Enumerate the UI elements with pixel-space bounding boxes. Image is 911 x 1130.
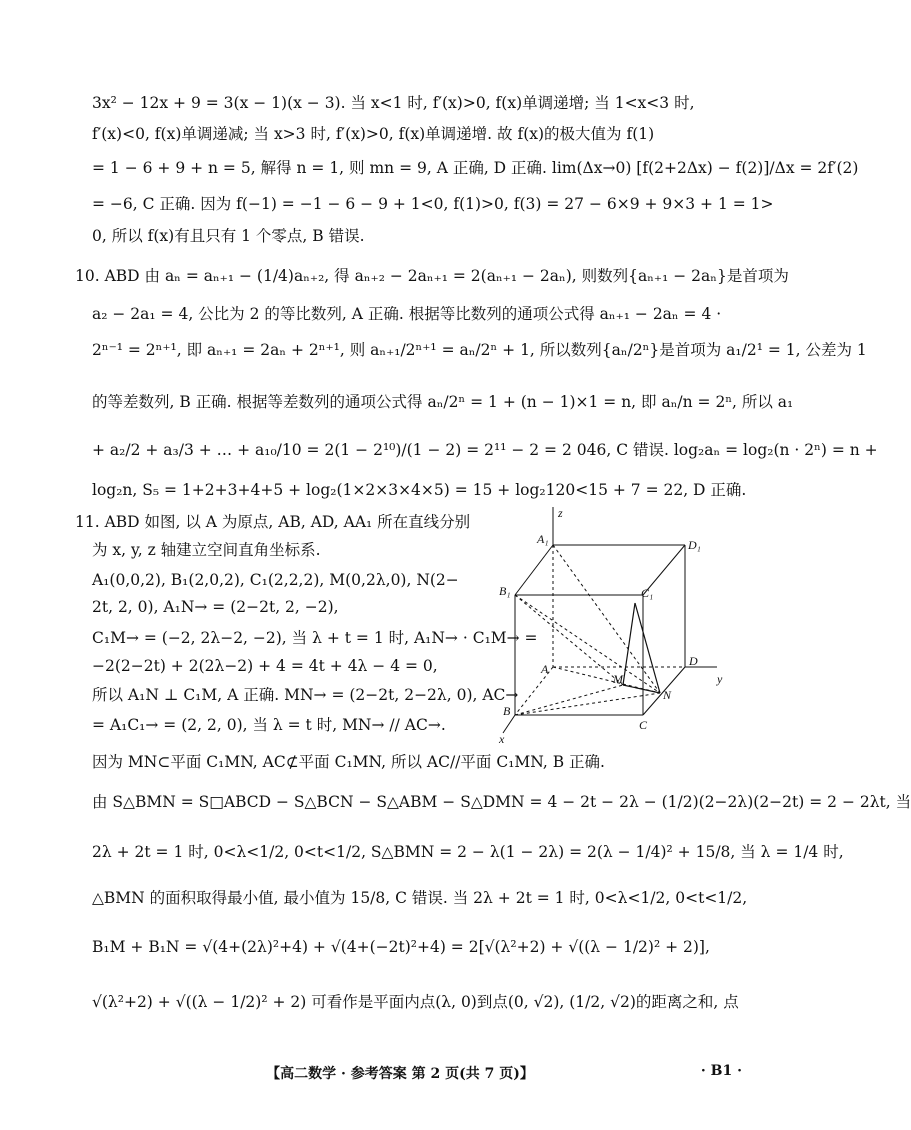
q11-line-13: B₁M + B₁N = √(4+(2λ)²+4) + √(4+(−2t)²+4) = 2[√(λ²+2) + √((λ − 1/2)² + 2)], (92, 938, 710, 956)
text-line-2: f′(x)<0, f(x)单调递减; 当 x>3 时, f′(x)>0, f(x)单调递增. 故 f(x)的极大值为 f(1) (92, 125, 655, 143)
footer-title: 【高二数学 · 参考答案 第 2 页(共 7 页)】 (266, 1066, 534, 1082)
label-M: M (613, 672, 623, 686)
q11-line-14: √(λ²+2) + √((λ − 1/2)² + 2) 可看作是平面内点(λ, 0)到点(0, √2), (1/2, √2)的距离之和, 点 (92, 993, 739, 1011)
footer-code: · B1 · (700, 1063, 742, 1079)
text-line-5: 0, 所以 f(x)有且只有 1 个零点, B 错误. (92, 227, 365, 245)
label-D1: D₁ (688, 538, 701, 552)
q11-line-9: 因为 MN⊂平面 C₁MN, AC⊄平面 C₁MN, 所以 AC//平面 C₁MN, B 正确. (92, 753, 605, 771)
text-line-1: 3x² − 12x + 9 = 3(x − 1)(x − 3). 当 x<1 时, f′(x)>0, f(x)单调递增; 当 1<x<3 时, (92, 94, 695, 112)
label-C: C (639, 718, 648, 732)
cube-figure (495, 505, 735, 745)
text-line-4: = −6, C 正确. 因为 f(−1) = −1 − 6 − 9 + 1<0, f(1)>0, f(3) = 27 − 6×9 + 9×3 + 1 = 1> (92, 195, 774, 213)
q11-line-8: = A₁C₁→ = (2, 2, 0), 当 λ = t 时, MN→ // AC→. (92, 716, 446, 734)
text-line-3: = 1 − 6 + 9 + n = 5, 解得 n = 1, 则 mn = 9, A 正确, D 正确. lim(Δx→0) [f(2+2Δx) − f(2)]/Δx = 2f′(2) (92, 159, 859, 177)
q11-line-1: 11. ABD 如图, 以 A 为原点, AB, AD, AA₁ 所在直线分别 (75, 513, 471, 531)
q10-line-3: 2ⁿ⁻¹ = 2ⁿ⁺¹, 即 aₙ₊₁ = 2aₙ + 2ⁿ⁺¹, 则 aₙ₊₁/2ⁿ⁺¹ = aₙ/2ⁿ + 1, 所以数列{aₙ/2ⁿ}是首项为 a₁/2¹ = 1, 公差为 1 (92, 341, 867, 359)
q11-line-11: 2λ + 2t = 1 时, 0<λ<1/2, 0<t<1/2, S△BMN = 2 − λ(1 − 2λ) = 2(λ − 1/4)² + 15/8, 当 λ = 1/4 时, (92, 843, 844, 861)
label-A1: A₁ (537, 532, 549, 546)
q10-line-1: 10. ABD 由 aₙ = aₙ₊₁ − (1/4)aₙ₊₂, 得 aₙ₊₂ − 2aₙ₊₁ = 2(aₙ₊₁ − 2aₙ), 则数列{aₙ₊₁ − 2aₙ}是首项为 (75, 267, 789, 285)
label-y: y (717, 672, 723, 686)
q10-line-5: + a₂/2 + a₃/3 + … + a₁₀/10 = 2(1 − 2¹⁰)/(1 − 2) = 2¹¹ − 2 = 2 046, C 错误. log₂aₙ = log₂(n · 2ⁿ) = n + (92, 441, 878, 459)
q11-line-2: 为 x, y, z 轴建立空间直角坐标系. (92, 541, 321, 559)
q11-line-6: −2(2−2t) + 2(2λ−2) + 4 = 4t + 4λ − 4 = 0, (92, 657, 438, 675)
q10-line-4: 的等差数列, B 正确. 根据等差数列的通项公式得 aₙ/2ⁿ = 1 + (n − 1)×1 = n, 即 aₙ/n = 2ⁿ, 所以 a₁ (92, 393, 794, 411)
q11-line-10: 由 S△BMN = S□ABCD − S△BCN − S△ABM − S△DMN = 4 − 2t − 2λ − (1/2)(2−2λ)(2−2t) = 2 − 2λt, 当 (92, 793, 911, 811)
label-x: x (499, 732, 505, 746)
label-B1: B₁ (499, 584, 511, 598)
label-D: D (689, 654, 698, 668)
q11-line-12: △BMN 的面积取得最小值, 最小值为 15/8, C 错误. 当 2λ + 2t = 1 时, 0<λ<1/2, 0<t<1/2, (92, 889, 748, 907)
label-A: A (541, 662, 549, 676)
label-N: N (663, 688, 672, 702)
q10-line-6: log₂n, S₅ = 1+2+3+4+5 + log₂(1×2×3×4×5) = 15 + log₂120<15 + 7 = 22, D 正确. (92, 481, 747, 499)
label-B: B (503, 704, 511, 718)
q11-line-5: C₁M→ = (−2, 2λ−2, −2), 当 λ + t = 1 时, A₁N→ · C₁M→ = (92, 629, 538, 647)
label-z: z (558, 506, 563, 520)
q10-line-2: a₂ − 2a₁ = 4, 公比为 2 的等比数列, A 正确. 根据等比数列的通项公式得 aₙ₊₁ − 2aₙ = 4 · (92, 305, 722, 323)
q11-line-4: 2t, 2, 0), A₁N→ = (2−2t, 2, −2), (92, 598, 339, 616)
label-C1: C₁ (641, 586, 654, 600)
q11-line-3: A₁(0,0,2), B₁(2,0,2), C₁(2,2,2), M(0,2λ,0), N(2− (92, 571, 459, 589)
q11-line-7: 所以 A₁N ⊥ C₁M, A 正确. MN→ = (2−2t, 2−2λ, 0), AC→ (92, 686, 519, 704)
